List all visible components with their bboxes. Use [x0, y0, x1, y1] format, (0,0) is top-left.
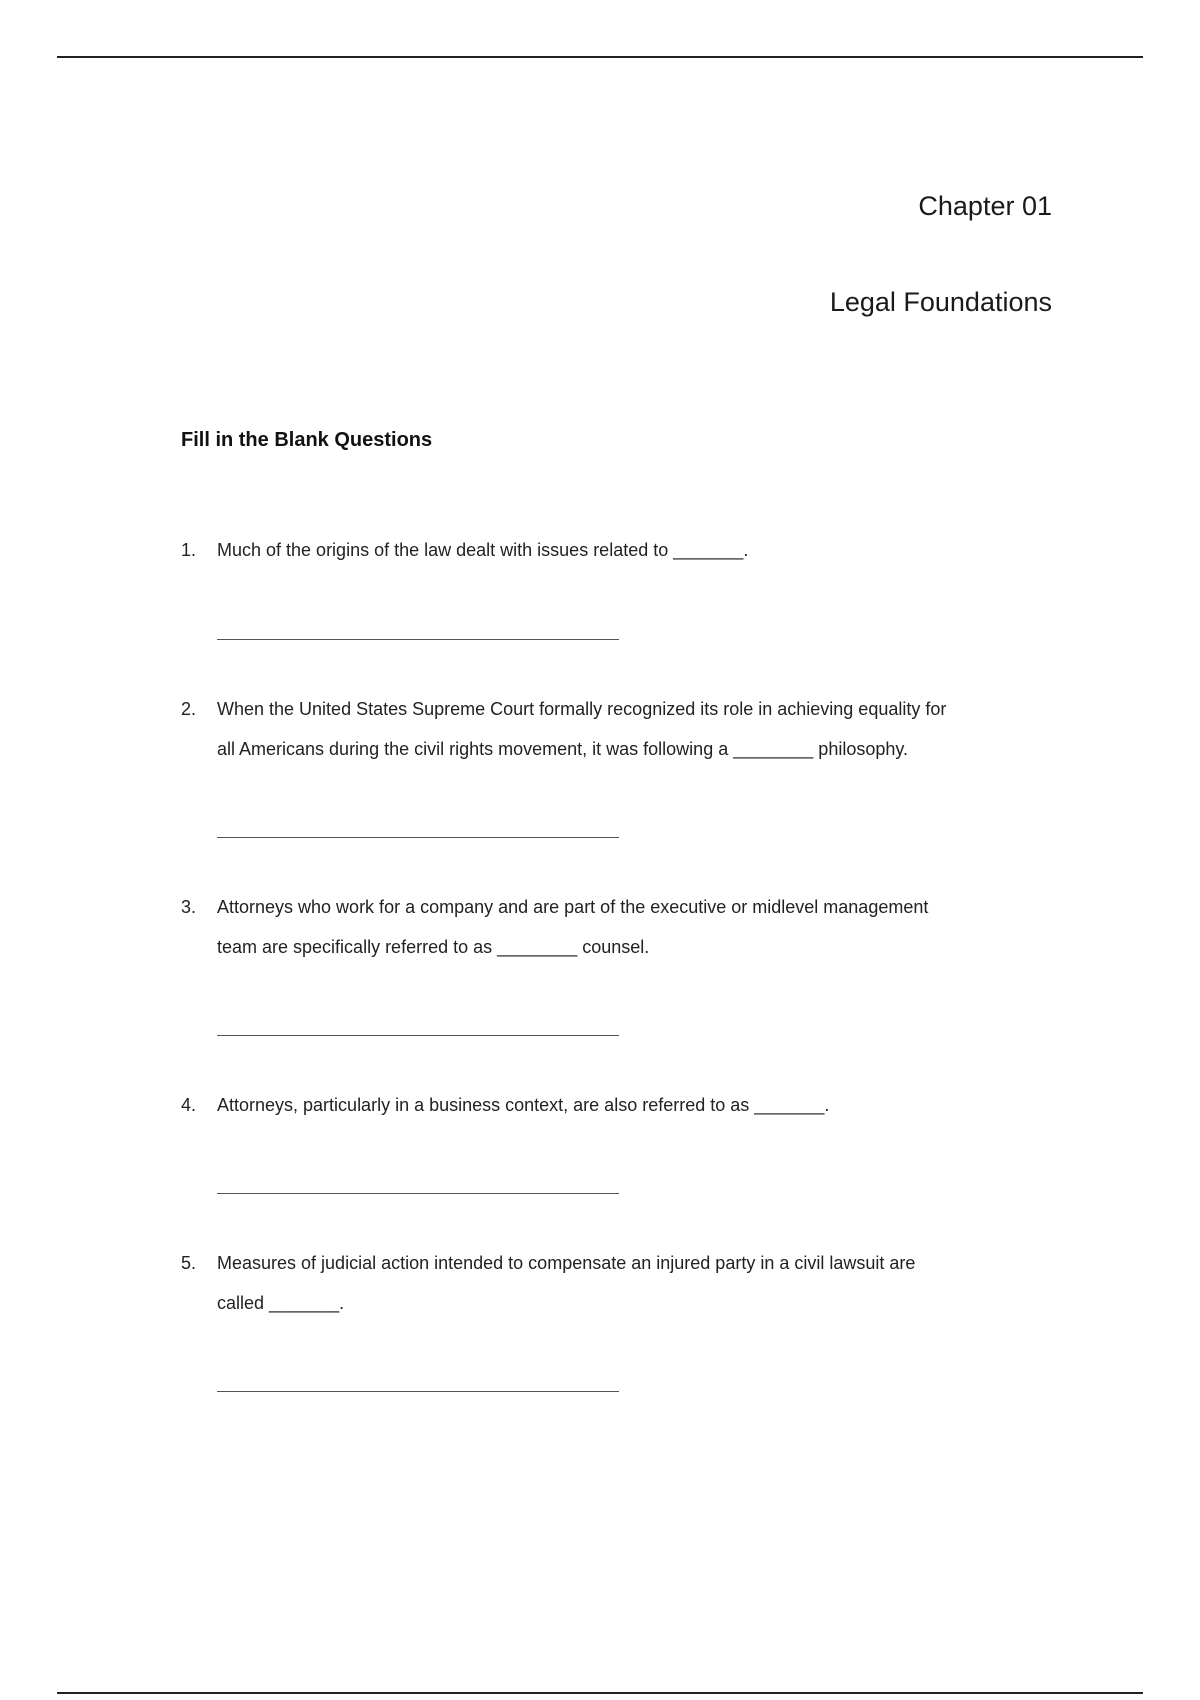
question-5: [181, 1243, 1061, 1323]
answer-line-5[interactable]: [217, 1391, 619, 1392]
question-number: 2.: [181, 699, 197, 719]
question-text: Much of the origins of the law dealt with issues related to _______.: [217, 540, 749, 560]
question-1: [181, 530, 1061, 570]
question-text: Attorneys, particularly in a business context, are also referred to as _______.: [217, 1095, 830, 1115]
question-number: 4.: [181, 1095, 197, 1115]
answer-line-1[interactable]: [217, 639, 619, 640]
question-2: [181, 689, 1061, 769]
chapter-title: Chapter 01: [918, 191, 1052, 221]
bottom-divider: [57, 1692, 1143, 1694]
question-text: When the United States Supreme Court formally recognized its role in achieving equality for all Americans during the civil rights movement, it was following a ________ philosophy.: [217, 699, 947, 759]
chapter-subtitle: Legal Foundations: [829, 287, 1052, 317]
question-number: 1.: [181, 540, 197, 560]
question-3: [181, 887, 1061, 967]
question-number: 5.: [181, 1253, 197, 1273]
section-heading: Fill in the Blank Questions: [181, 429, 433, 451]
top-divider: [57, 56, 1143, 58]
question-text: Measures of judicial action intended to compensate an injured party in a civil lawsuit are called _______.: [217, 1253, 916, 1313]
answer-line-2[interactable]: [217, 837, 619, 838]
answer-line-4[interactable]: [217, 1193, 619, 1194]
question-4: [181, 1085, 1061, 1125]
question-text: Attorneys who work for a company and are part of the executive or midlevel management team are specifically referred to as ________ counsel.: [217, 897, 929, 957]
question-number: 3.: [181, 897, 197, 917]
answer-line-3[interactable]: [217, 1035, 619, 1036]
